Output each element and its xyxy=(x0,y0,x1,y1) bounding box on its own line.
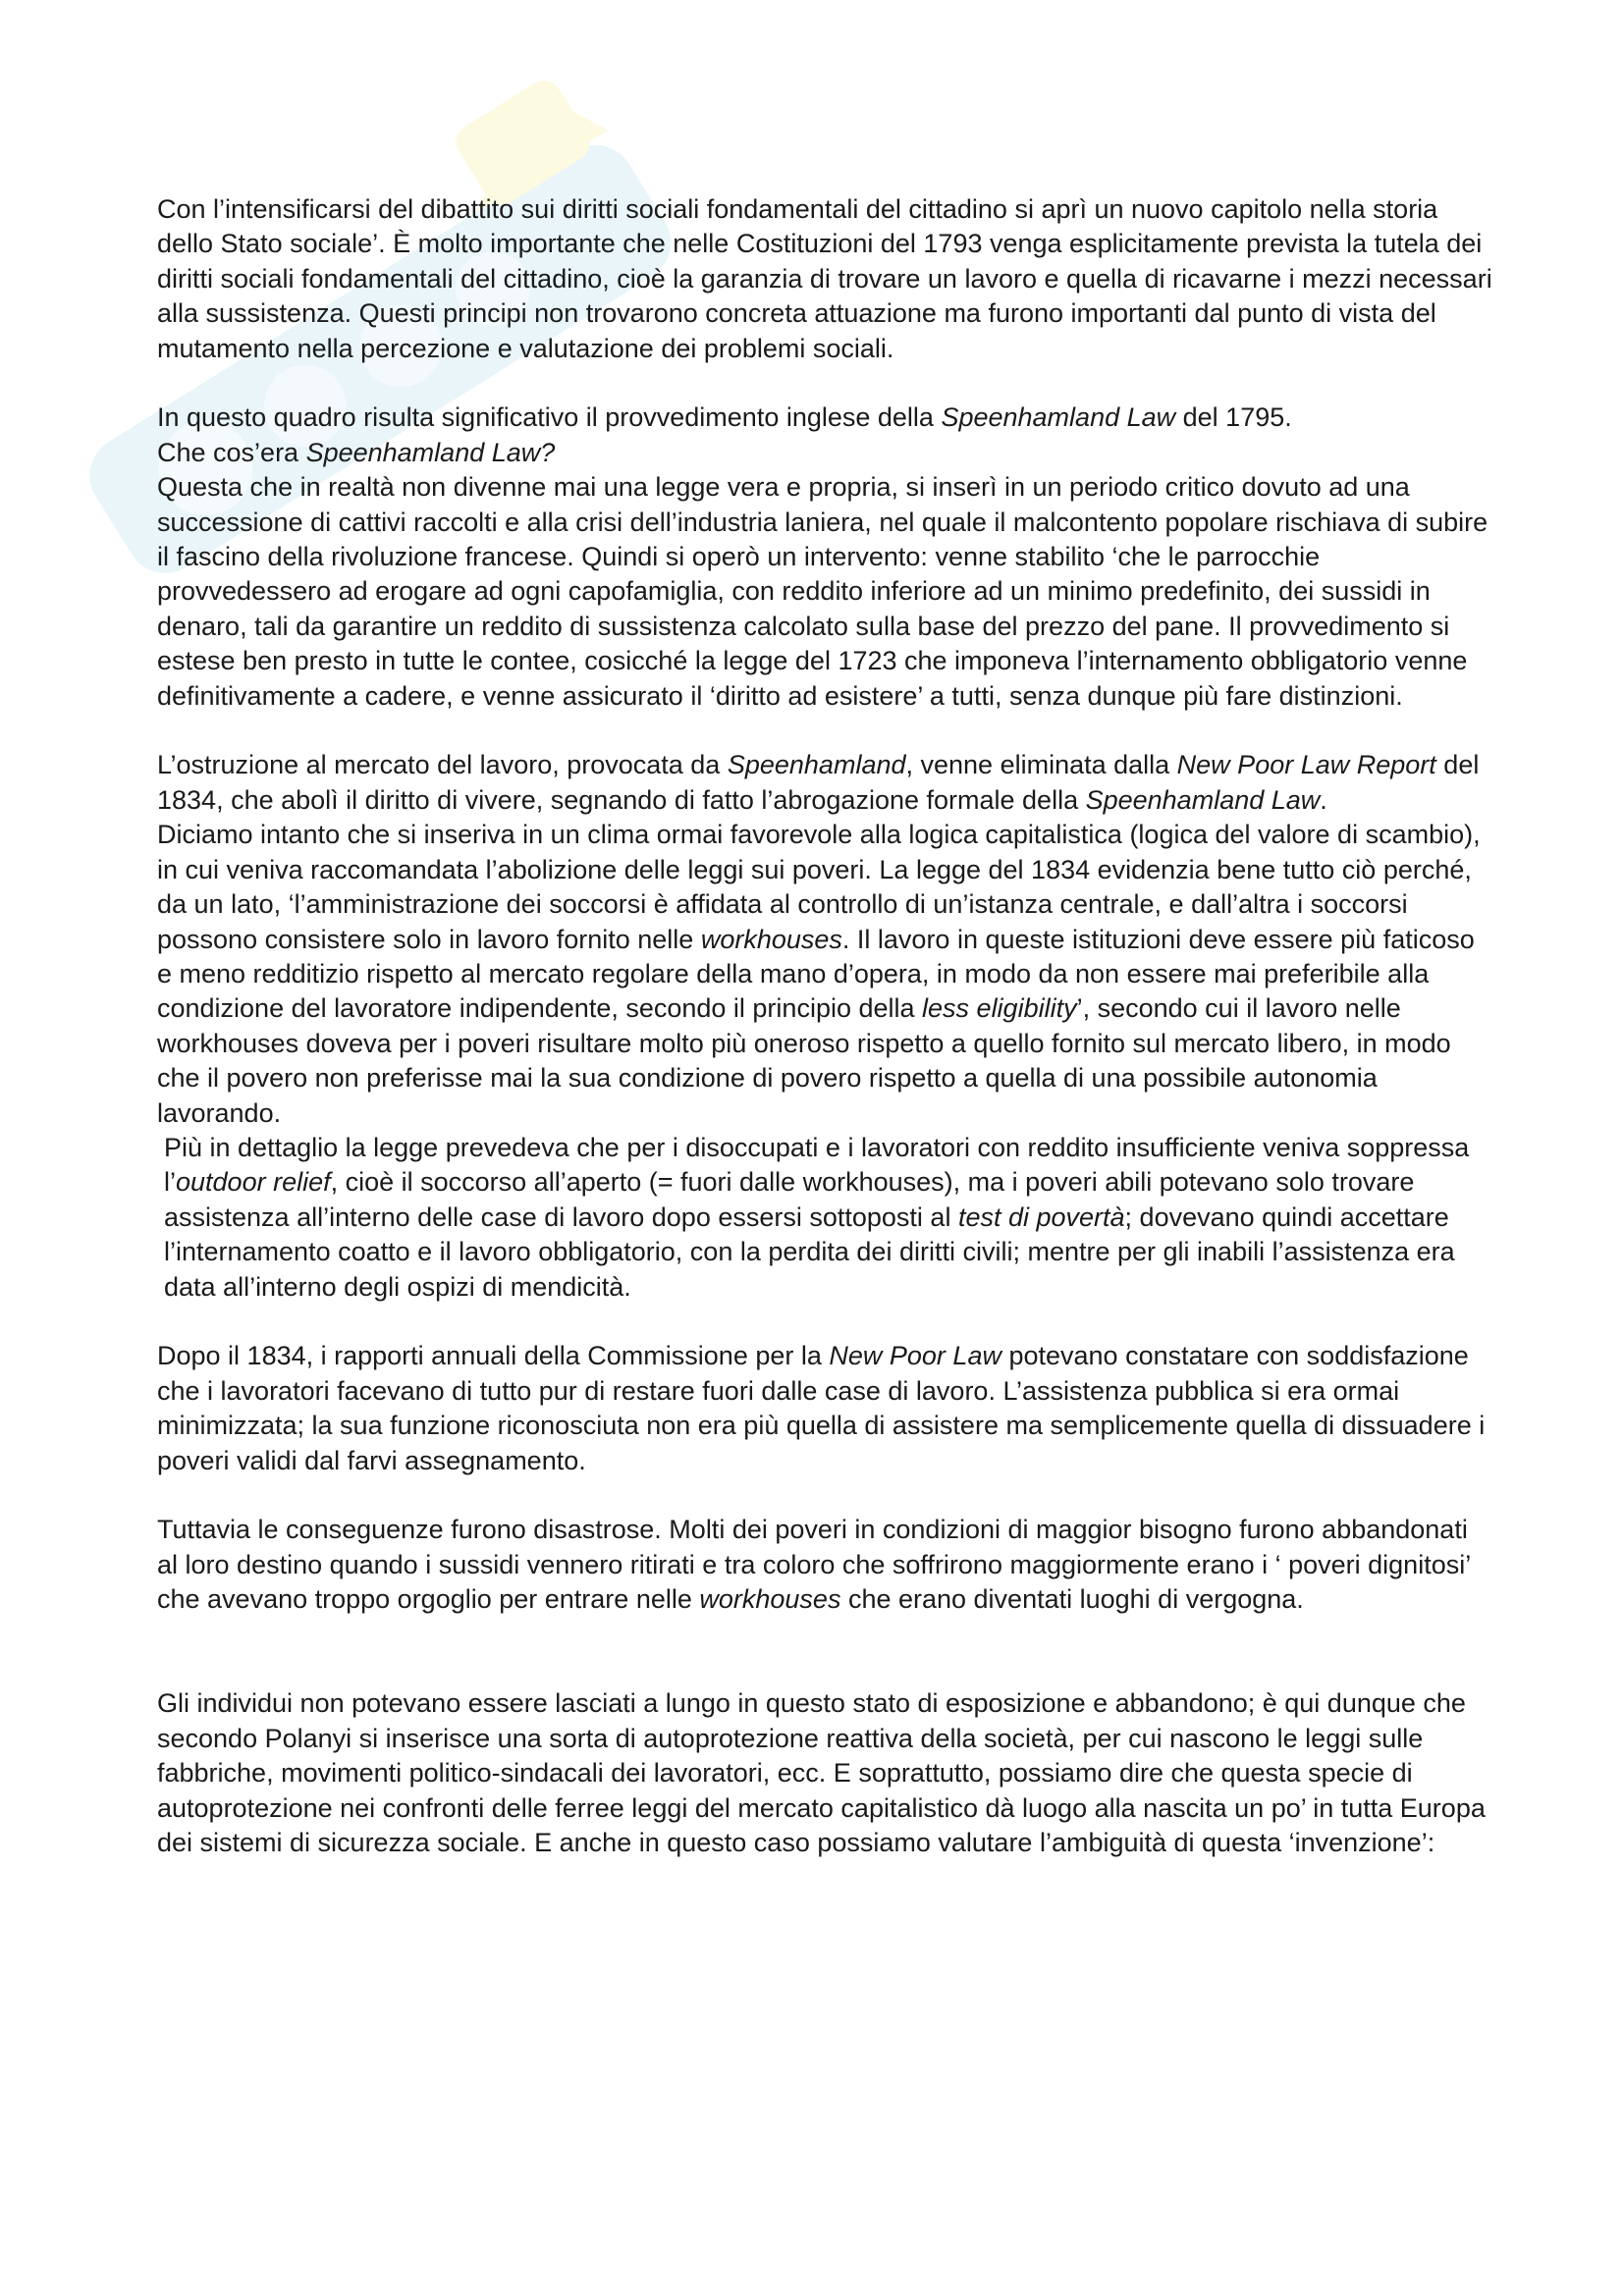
text-run: Gli individui non potevano essere lasciati a lungo in questo stato di esposizione e abbandono; è qui dunque che secondo Polanyi si inserisce una sorta di autoprotezione reattiva della società, per cui nascono le leggi sulle fabbriche, movimenti politico-sindacali dei lavoratori, ecc. E soprattutto, possiamo dire che questa specie di autoprotezione nei confronti delle ferree leggi del mercato capitalistico dà luogo alla nascita un po’ in tutta Europa dei sistemi di sicurezza sociale. E anche in questo caso possiamo valutare l’ambiguità di questa ‘invenzione’: xyxy=(157,1688,1486,1858)
italic-text-run: Speenhamland Law xyxy=(941,402,1176,433)
italic-text-run: workhouses xyxy=(700,924,842,954)
text-run: Dopo il 1834, i rapporti annuali della Commissione per la xyxy=(157,1341,830,1371)
blank-line xyxy=(157,366,1492,400)
text-run: Più in dettaglio la legge prevedeva che per i disoccupati e i lavoratori con reddito insufficiente veniva soppressa l’ xyxy=(164,1132,1470,1198)
paragraph-5 xyxy=(157,748,1492,818)
italic-text-run: New Poor Law xyxy=(829,1341,1001,1371)
text-run: In questo quadro risulta significativo il provvedimento inglese della xyxy=(157,402,942,433)
text-run: , cioè il soccorso all’aperto (= fuori dalle workhouses), ma i poveri abili potevano solo trovare assistenza all’interno delle case di lavoro dopo essersi sottoposti al xyxy=(164,1167,1415,1232)
text-run: L’ostruzione al mercato del lavoro, provocata da xyxy=(157,750,728,780)
italic-text-run: Speenhamland xyxy=(727,750,906,780)
italic-text-run: less eligibility xyxy=(922,993,1077,1024)
text-run: Con l’intensificarsi del dibattito sui diritti sociali fondamentali del cittadino si aprì un nuovo capitolo nella storia dello Stato sociale’. È molto importante che nelle Costituzioni del 1793 venga esplicitamente prevista la tutela dei diritti sociali fondamentali del cittadino, cioè la garanzia di trovare un lavoro e quella di ricavarne i mezzi necessari alla sussistenza. Questi principi non trovarono concreta attuazione ma furono importanti dal punto di vista del mutamento nella percezione e valutazione dei problemi sociali. xyxy=(157,194,1492,363)
paragraph-1 xyxy=(157,192,1492,366)
italic-text-run: Speenhamland Law xyxy=(1085,784,1321,815)
paragraph-2 xyxy=(157,400,1492,435)
text-run: del 1834, che abolì il diritto di vivere, segnando di fatto l’abrogazione formale della xyxy=(157,750,1480,815)
blank-line xyxy=(157,714,1492,748)
text-run: Che cos’era xyxy=(157,437,306,467)
italic-text-run: workhouses xyxy=(699,1584,841,1615)
paragraph-7 xyxy=(157,1131,1492,1305)
text-run: Tuttavia le conseguenze furono disastrose. Molti dei poveri in condizioni di maggior bisogno furono abbandonati al loro destino quando i sussidi vennero ritirati e tra coloro che soffrirono maggiormente erano i ‘ poveri dignitosi’ che avevano troppo orgoglio per entrare nelle xyxy=(157,1515,1471,1615)
document-body xyxy=(157,192,1492,1860)
text-run: , venne eliminata dalla xyxy=(905,750,1177,780)
text-run: Questa che in realtà non divenne mai una legge vera e propria, si inserì in un periodo critico dovuto ad una successione di cattivi raccolti e alla crisi dell’industria laniera, nel quale il malcontento popolare rischiava di subire il fascino della rivoluzione francese. Quindi si operò un intervento: venne stabilito ‘che le parrocchie provvedessero ad erogare ad ogni capofamiglia, con reddito inferiore ad un minimo predefinito, dei sussidi in denaro, tali da garantire un reddito di sussistenza calcolato sulla base del prezzo del pane. Il provvedimento si estese ben presto in tutte le contee, cosicché la legge del 1723 che imponeva l’internamento obbligatorio venne definitivamente a cadere, e venne assicurato il ‘diritto ad esistere’ a tutti, senza dunque più fare distinzioni. xyxy=(157,472,1488,711)
text-run: del 1795. xyxy=(1175,402,1292,433)
text-run: ; dovevano quindi accettare l’internamento coatto e il lavoro obbligatorio, con la perdita dei diritti civili; mentre per gli inabili l’assistenza era data all’interno degli ospizi di mendicità. xyxy=(164,1201,1455,1302)
paragraph-9 xyxy=(157,1513,1492,1617)
paragraph-10 xyxy=(157,1686,1492,1860)
text-run: . Il lavoro in queste istituzioni deve essere più faticoso e meno redditizio rispetto al mercato regolare della mano d’opera, in modo da non essere mai preferibile alla condizione del lavoratore indipendente, secondo il principio della xyxy=(157,924,1475,1024)
text-run: potevano constatare con soddisfazione che i lavoratori facevano di tutto pur di restare fuori dalle case di lavoro. L’assistenza pubblica si era ormai minimizzata; la sua funzione riconosciuta non era più quella di assistere ma semplicemente quella di dissuadere i poveri validi dal farvi assegnamento. xyxy=(157,1341,1486,1475)
paragraph-8 xyxy=(157,1339,1492,1478)
text-run: . xyxy=(1320,784,1327,815)
blank-line xyxy=(157,1305,1492,1339)
italic-text-run: outdoor relief xyxy=(176,1167,331,1198)
blank-lines xyxy=(157,1618,1492,1687)
text-run: Diciamo intanto che si inseriva in un clima ormai favorevole alla logica capitalistica (logica del valore di scambio), in cui veniva raccomandata l’abolizione delle leggi sui poveri. La legge del 1834 evidenzia bene tutto ciò perché, da un lato, ‘l’amministrazione dei soccorsi è affidata al controllo di un’istanza centrale, e dall’altra i soccorsi possono consistere solo in lavoro fornito nelle xyxy=(157,820,1481,954)
italic-text-run: New Poor Law Report xyxy=(1176,750,1436,780)
paragraph-6 xyxy=(157,818,1492,1131)
text-run: che erano diventati luoghi di vergogna. xyxy=(840,1584,1304,1615)
text-run: ’, secondo cui il lavoro nelle workhouses doveva per i poveri risultare molto più oneroso rispetto a quello fornito sul mercato libero, in modo che il povero non preferisse mai la sua condizione di povero rispetto a quella di una possibile autonomia lavorando. xyxy=(157,993,1451,1128)
italic-text-run: test di povertà xyxy=(957,1201,1125,1232)
paragraph-4 xyxy=(157,470,1492,714)
paragraph-3 xyxy=(157,436,1492,470)
italic-text-run: Speenhamland Law? xyxy=(305,437,556,467)
blank-line xyxy=(157,1478,1492,1513)
